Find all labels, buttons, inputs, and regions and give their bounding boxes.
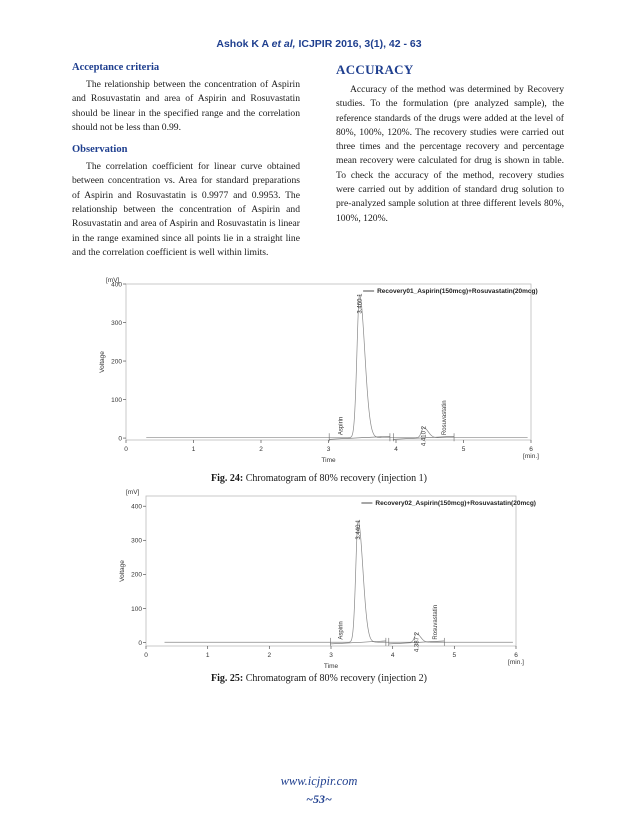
- x-tick-label: 3: [329, 652, 333, 659]
- peak-name-label: Aspirin: [338, 621, 345, 640]
- plot-frame: [126, 284, 531, 440]
- header-etal: et al,: [271, 38, 296, 50]
- x-tick-label: 0: [124, 446, 128, 453]
- signal-trace: [146, 295, 527, 438]
- x-unit-label: [min.]: [508, 659, 524, 666]
- x-tick-label: 6: [514, 652, 518, 659]
- chromatogram-figure-1: [94, 276, 554, 472]
- y-tick-label: 0: [118, 435, 122, 443]
- x-tick-label: 2: [259, 446, 263, 453]
- header-authors: Ashok K A: [216, 38, 272, 50]
- figure-caption-2: [0, 673, 638, 684]
- x-tick-label: 1: [205, 652, 210, 659]
- y-axis-label: Voltage: [99, 351, 106, 373]
- peak-name-label: Rosuvastatin: [432, 604, 439, 640]
- x-axis-label: Time: [323, 663, 339, 670]
- x-axis-label: Time: [321, 457, 336, 464]
- caption-text-2: Chromatogram of 80% recovery (injection 2): [243, 673, 428, 684]
- observation-text: The correlation coefficient for linear curve obtained between concentration vs. Area for standard preparations of Aspirin and Rosuvastatin is 0.9977 and 0.9953. The relationship between the concentration of Aspirin and Rosuvastatin and area of Aspirin and Rosuvastatin is linear in the range examined since all points lie in a straight line and the correlation coefficient is well within limits.: [72, 161, 300, 258]
- peak-rt-label: 3.440 1: [356, 519, 363, 540]
- x-tick-label: 5: [461, 446, 466, 453]
- x-tick-label: 5: [452, 652, 457, 659]
- y-unit-label: [mV]: [106, 277, 120, 284]
- figure-caption-1: [0, 473, 638, 484]
- y-tick-label: 300: [131, 537, 142, 545]
- caption-label-2: Fig. 25:: [210, 673, 244, 684]
- observation-heading: Observation: [72, 144, 128, 156]
- y-tick-label: 200: [131, 571, 142, 579]
- y-tick-label: 200: [111, 358, 122, 366]
- peak-rt-label: 3.460 1: [357, 293, 364, 314]
- caption-text-1: Chromatogram of 80% recovery (injection 1): [243, 473, 428, 484]
- legend-label: Recovery01_Aspirin(150mcg)+Rosuvastatin(20mcg): [377, 288, 538, 295]
- accuracy-text: Accuracy of the method was determined by Recovery studies. To the formulation (pre analyzed sample), the reference standards of the drugs were added at the level of 80%, 100%, 120%. The recovery studies were carried out three times and the percentage recovery and percentage mean recovery were calculated for drug is shown in table. To check the accuracy of the method, recovery studies were carried out by addition of standard drug solution to pre-analyzed sample solution at three different levels 80%, 100%, 120%.: [336, 84, 564, 224]
- footer-url[interactable]: www.icjpir.com: [280, 774, 358, 788]
- caption-label-1: Fig. 24:: [210, 473, 244, 484]
- acceptance-heading: Acceptance criteria: [72, 62, 160, 73]
- y-unit-label: [mV]: [126, 489, 140, 496]
- y-axis-label: Voltage: [119, 560, 126, 582]
- legend-label: Recovery02_Aspirin(150mcg)+Rosuvastatin(20mcg): [375, 500, 536, 507]
- y-tick-label: 300: [111, 319, 122, 327]
- left-column: [72, 62, 300, 269]
- x-tick-label: 3: [326, 446, 331, 453]
- x-tick-label: 4: [394, 446, 398, 453]
- x-tick-label: 0: [144, 652, 148, 659]
- plot-frame: [146, 496, 516, 646]
- chromatogram-chart-1: [94, 276, 554, 472]
- page-number: ~53~: [306, 792, 332, 806]
- peak-name-label: Rosuvastatin: [441, 400, 448, 436]
- peak-rt-label: 4.410 2: [421, 426, 428, 447]
- y-tick-label: 400: [131, 503, 142, 511]
- x-unit-label: [min.]: [523, 453, 539, 460]
- y-tick-label: 100: [131, 605, 142, 613]
- acceptance-text: The relationship between the concentration of Aspirin and Rosuvastatin and area of Aspirin and Rosuvastatin should be linear in the specified range and the correlation should not be less than 0.99.: [72, 79, 300, 133]
- running-header: [0, 38, 638, 50]
- x-tick-label: 6: [529, 446, 533, 453]
- chromatogram-figure-2: [114, 488, 534, 672]
- right-column: [336, 62, 564, 235]
- x-tick-label: 2: [267, 652, 272, 659]
- chromatogram-chart-2: [114, 488, 534, 672]
- peak-name-label: Aspirin: [338, 416, 345, 436]
- x-tick-label: 1: [191, 446, 196, 453]
- x-tick-label: 4: [390, 652, 395, 659]
- y-tick-label: 0: [138, 639, 142, 647]
- y-tick-label: 400: [111, 281, 122, 289]
- header-citation: ICJPIR 2016, 3(1), 42 - 63: [295, 38, 422, 50]
- accuracy-heading: ACCURACY: [336, 62, 414, 77]
- y-tick-label: 100: [111, 396, 122, 404]
- peak-rt-label: 4.387 2: [414, 632, 421, 653]
